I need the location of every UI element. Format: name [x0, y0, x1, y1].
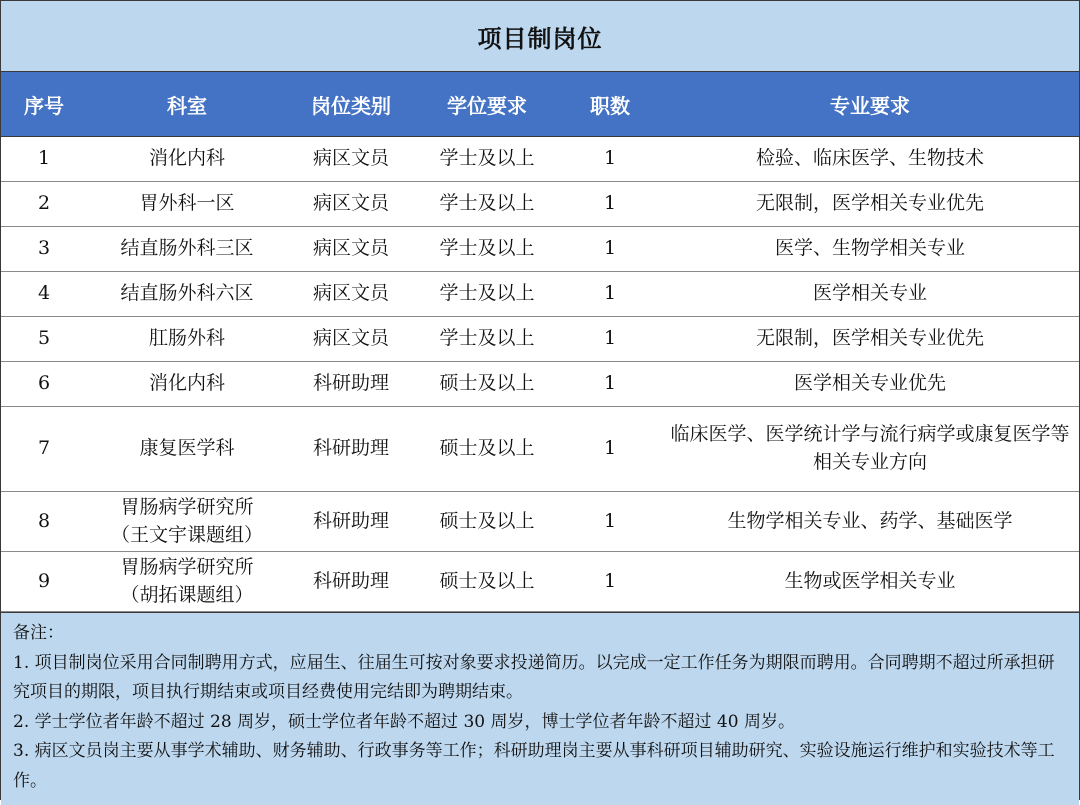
table-row	[1, 492, 1079, 552]
notes-section	[1, 612, 1079, 805]
cell-no: 8	[1, 492, 87, 552]
dept-name: 胃肠病学研究所	[120, 495, 254, 518]
cell-dept	[87, 492, 287, 552]
cell-major: 无限制，医学相关专业优先	[661, 317, 1079, 362]
dept-name: 消化内科	[148, 372, 225, 395]
dept-subgroup: （胡拓课题组）	[120, 583, 254, 606]
cell-dept	[87, 362, 287, 407]
table-row	[1, 272, 1079, 317]
dept-subgroup: （王文宇课题组）	[110, 523, 263, 546]
cell-category: 病区文员	[287, 227, 415, 272]
column-header-dept: 科室	[87, 72, 287, 137]
cell-degree: 学士及以上	[415, 182, 559, 227]
cell-count: 1	[559, 137, 661, 182]
dept-name: 胃肠病学研究所	[120, 555, 254, 578]
cell-degree: 硕士及以上	[415, 407, 559, 492]
notes-heading: 备注：	[13, 623, 64, 643]
table-row	[1, 317, 1079, 362]
column-header-major: 专业要求	[661, 72, 1079, 137]
cell-category: 病区文员	[287, 137, 415, 182]
cell-no: 2	[1, 182, 87, 227]
table-row	[1, 552, 1079, 612]
cell-degree: 硕士及以上	[415, 362, 559, 407]
dept-name: 消化内科	[148, 147, 225, 170]
table-row	[1, 362, 1079, 407]
cell-no: 1	[1, 137, 87, 182]
column-header-no: 序号	[1, 72, 87, 137]
cell-degree: 学士及以上	[415, 317, 559, 362]
dept-name: 结直肠外科三区	[120, 237, 254, 260]
column-header-degree: 学位要求	[415, 72, 559, 137]
cell-count: 1	[559, 362, 661, 407]
cell-major: 检验、临床医学、生物技术	[661, 137, 1079, 182]
page-title: 项目制岗位	[1, 1, 1079, 72]
cell-category: 病区文员	[287, 272, 415, 317]
cell-major: 医学相关专业	[661, 272, 1079, 317]
note-item: 1. 项目制岗位采用合同制聘用方式，应届生、往届生可按对象要求投递简历。以完成一定工作任务为期限而聘用。合同聘期不超过所承担研究项目的期限，项目执行期结束或项目经费使用完结即为聘期结束。	[13, 652, 1055, 702]
dept-name: 康复医学科	[139, 437, 235, 460]
cell-count: 1	[559, 227, 661, 272]
dept-name: 胃外科一区	[139, 192, 235, 215]
cell-degree: 硕士及以上	[415, 552, 559, 612]
cell-degree: 学士及以上	[415, 227, 559, 272]
cell-dept	[87, 317, 287, 362]
cell-dept	[87, 272, 287, 317]
cell-degree: 学士及以上	[415, 137, 559, 182]
table-row	[1, 137, 1079, 182]
cell-count: 1	[559, 182, 661, 227]
cell-count: 1	[559, 552, 661, 612]
cell-dept	[87, 137, 287, 182]
cell-major: 临床医学、医学统计学与流行病学或康复医学等相关专业方向	[661, 407, 1079, 492]
cell-major: 生物或医学相关专业	[661, 552, 1079, 612]
cell-dept	[87, 552, 287, 612]
cell-no: 6	[1, 362, 87, 407]
cell-dept	[87, 227, 287, 272]
positions-table	[1, 72, 1079, 612]
cell-category: 病区文员	[287, 182, 415, 227]
cell-degree: 学士及以上	[415, 272, 559, 317]
cell-major: 医学相关专业优先	[661, 362, 1079, 407]
cell-no: 9	[1, 552, 87, 612]
note-item: 2. 学士学位者年龄不超过 28 周岁，硕士学位者年龄不超过 30 周岁，博士学位者年龄不超过 40 周岁。	[13, 711, 795, 732]
table-row	[1, 182, 1079, 227]
cell-dept	[87, 407, 287, 492]
column-header-category: 岗位类别	[287, 72, 415, 137]
cell-category: 科研助理	[287, 362, 415, 407]
note-item: 3. 病区文员岗主要从事学术辅助、财务辅助、行政事务等工作；科研助理岗主要从事科研项目辅助研究、实验设施运行维护和实验技术等工作。	[13, 741, 1055, 791]
dept-name: 肛肠外科	[148, 327, 225, 350]
cell-category: 科研助理	[287, 552, 415, 612]
cell-major: 生物学相关专业、药学、基础医学	[661, 492, 1079, 552]
table-row	[1, 407, 1079, 492]
cell-count: 1	[559, 492, 661, 552]
table-row	[1, 227, 1079, 272]
column-header-count: 职数	[559, 72, 661, 137]
cell-count: 1	[559, 407, 661, 492]
cell-category: 病区文员	[287, 317, 415, 362]
cell-no: 4	[1, 272, 87, 317]
cell-major: 无限制，医学相关专业优先	[661, 182, 1079, 227]
cell-no: 7	[1, 407, 87, 492]
cell-dept	[87, 182, 287, 227]
table-header-row	[1, 72, 1079, 137]
cell-no: 3	[1, 227, 87, 272]
cell-count: 1	[559, 317, 661, 362]
dept-name: 结直肠外科六区	[120, 282, 254, 305]
cell-degree: 硕士及以上	[415, 492, 559, 552]
cell-category: 科研助理	[287, 407, 415, 492]
cell-count: 1	[559, 272, 661, 317]
cell-category: 科研助理	[287, 492, 415, 552]
cell-major: 医学、生物学相关专业	[661, 227, 1079, 272]
cell-no: 5	[1, 317, 87, 362]
